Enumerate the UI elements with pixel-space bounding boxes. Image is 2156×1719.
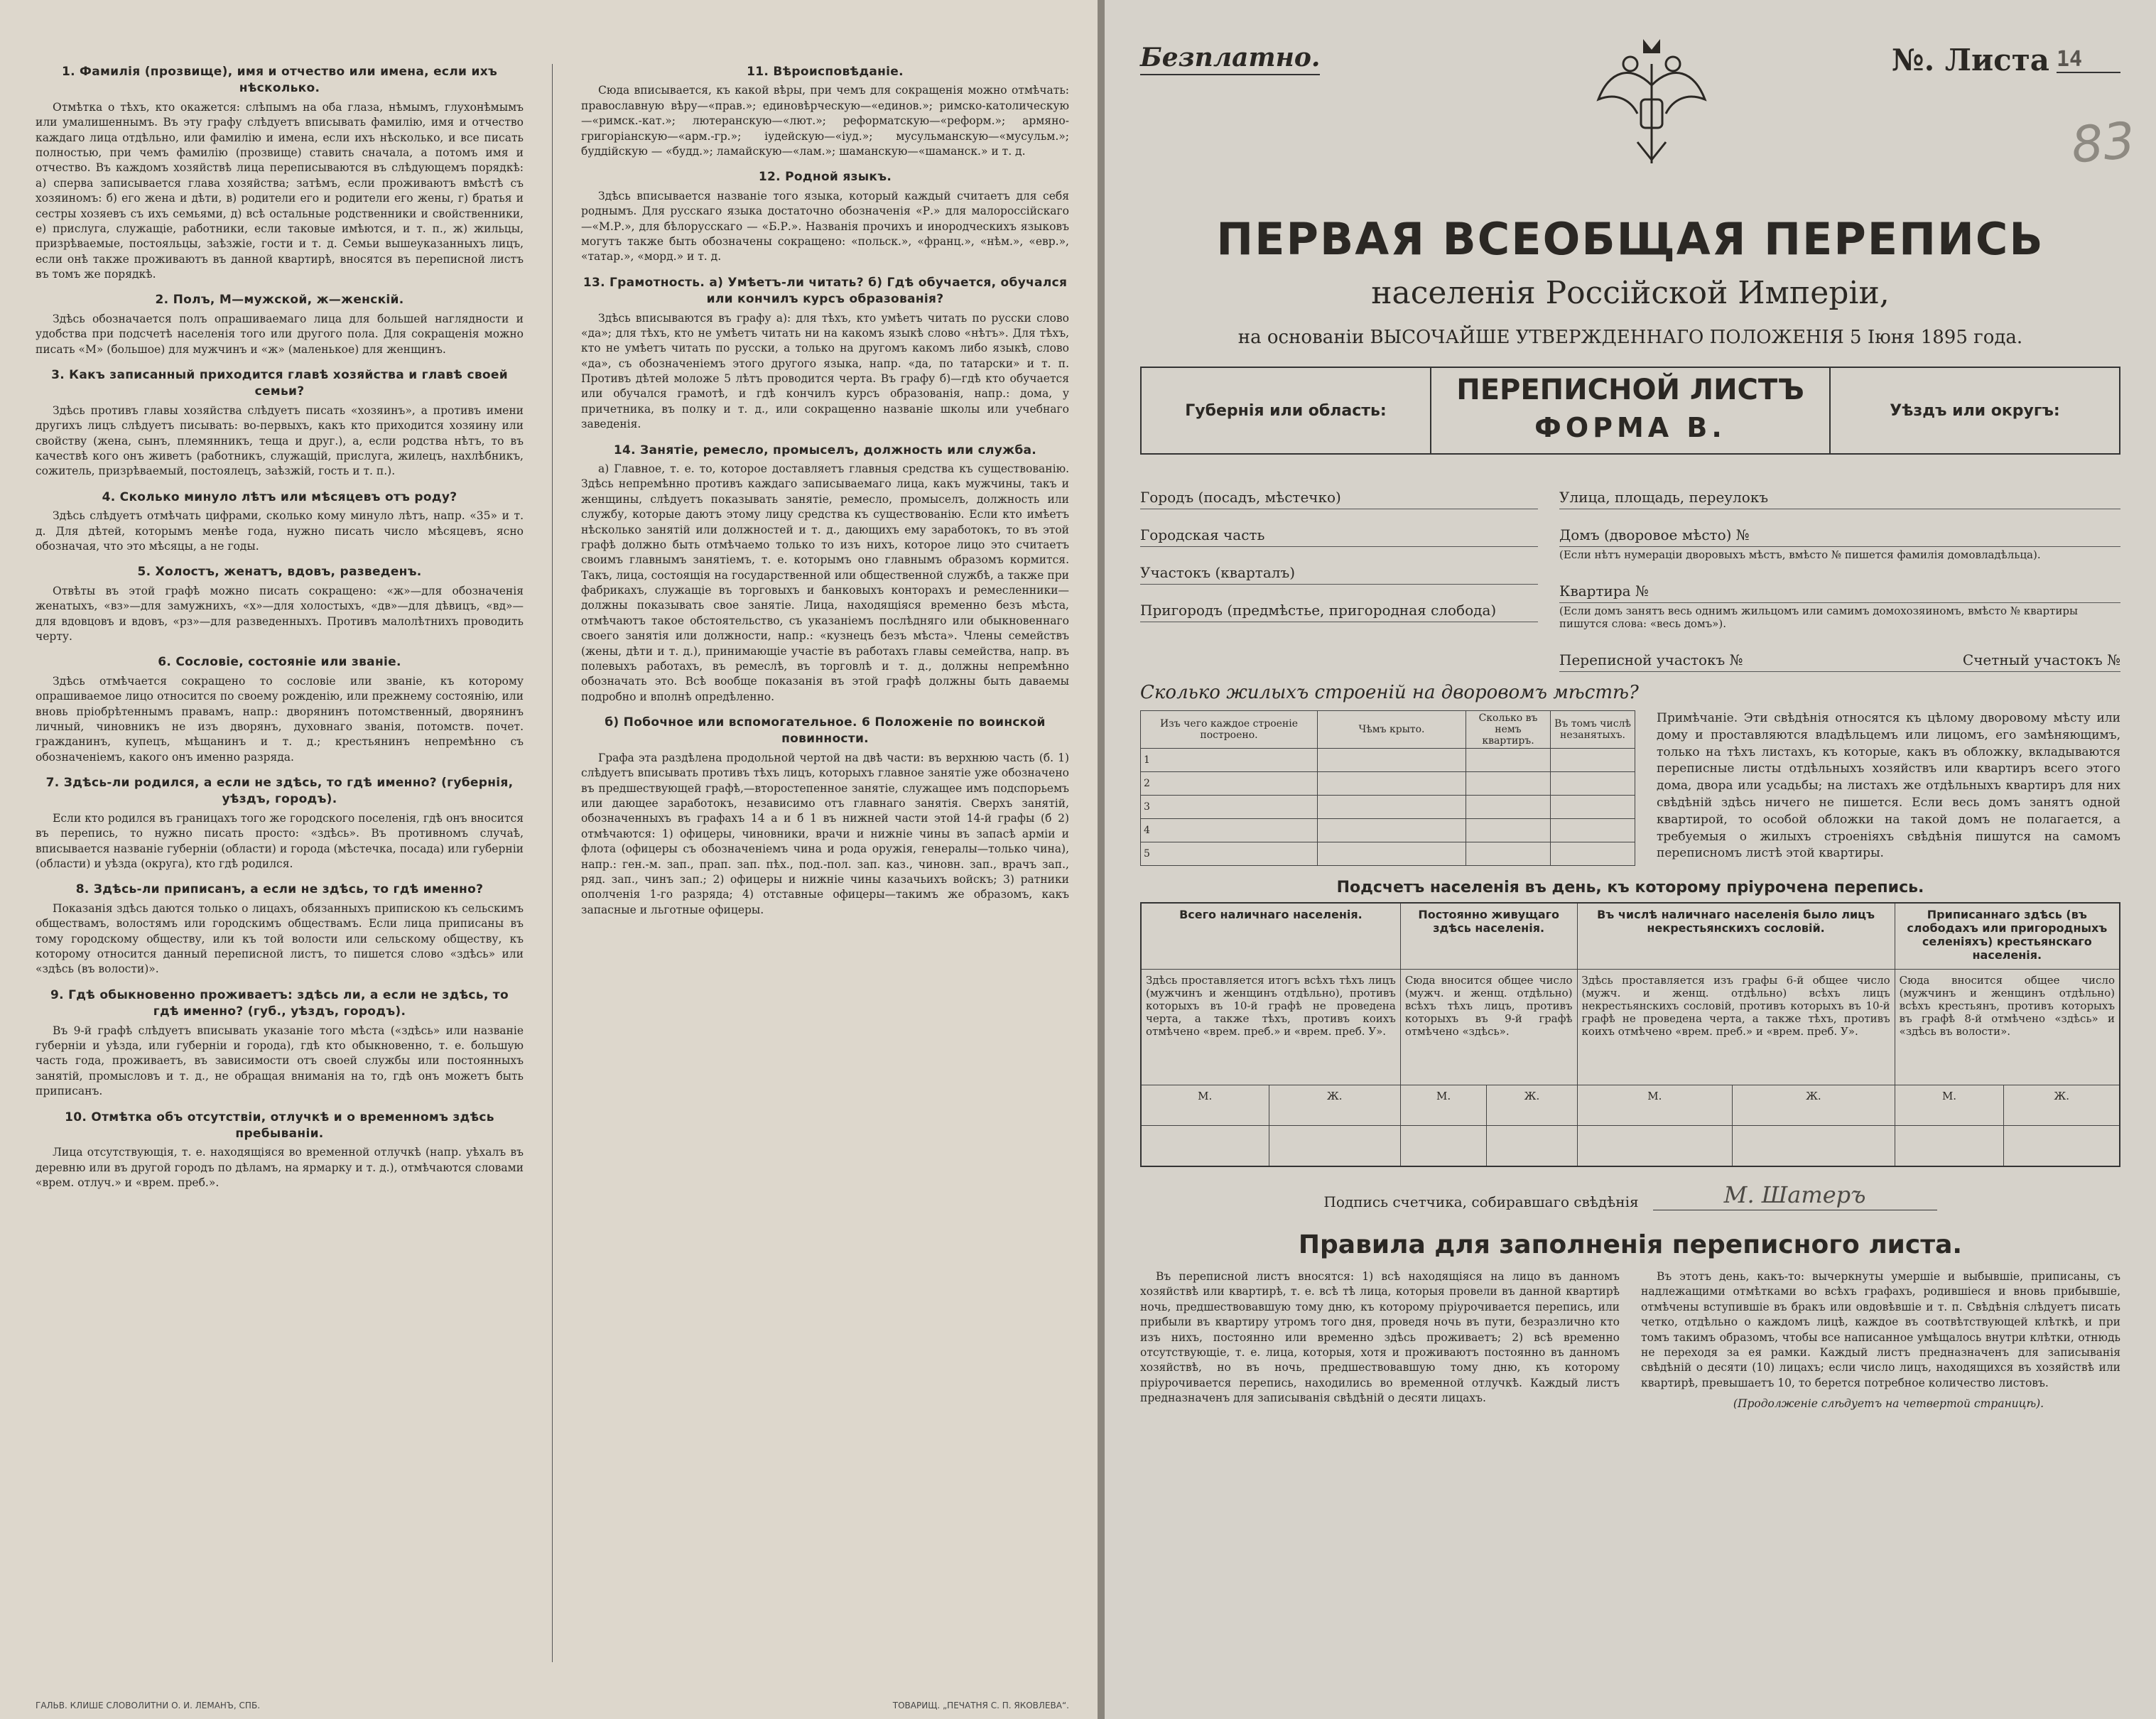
row-number: 2 xyxy=(1141,772,1318,796)
instruction-section xyxy=(36,564,524,644)
sheet-number-label: №. Листа xyxy=(1892,43,2049,77)
instruction-heading: б) Побочное или вспомогательное. 6 Положеніе по воинской повинности. xyxy=(605,715,1046,747)
census-title: ПЕРВАЯ ВСЕОБЩАЯ ПЕРЕПИСЬ xyxy=(1216,213,2044,265)
instruction-section xyxy=(36,654,524,765)
count-desc-total: Здѣсь проставляется итогъ всѣхъ тѣхъ лицъ (мужчинъ и женщинъ отдѣльно), противъ которыхъ въ 10-й графѣ не проведена черта, а также тѣхъ, противъ коихъ отмѣчено «врем. преб.» и «врем. преб. У». xyxy=(1141,970,1400,1085)
instruction-section xyxy=(581,715,1069,918)
instruction-text: Въ 9-й графѣ слѣдуетъ вписывать указаніе того мѣста («здѣсь» или названіе губерніи и уѣзда, или губерніи и города), гдѣ кто обыкновенно, т. е. большую часть года, проживаетъ, въ зависимости отъ своей службы или постоянныхъ занятій, промысловъ и т. д., не обращая вниманія на то, гдѣ онъ можетъ быть приписанъ. xyxy=(36,1024,524,1098)
struct-header-material: Изъ чего каждое строеніе построено. xyxy=(1141,711,1318,749)
instruction-text: Здѣсь обозначается полъ опрашиваемаго лица для большей наглядности и удобства при подсчетѣ населенія того или другого пола. Для сокращенія можно писать «М» (большое) для мужчинъ и «ж» (маленькое) для женщинъ. xyxy=(36,312,524,356)
instruction-section xyxy=(581,64,1069,159)
instruction-text: Здѣсь вписывается названіе того языка, который каждый считаетъ для себя роднымъ. Для русскаго языка достаточно обозначенія «Р.» для малороссійскаго—«М.Р.», для бѣлорусскаго — «Б.Р.». Названія прочихъ и инородческихъ языковъ могутъ также быть обозначены сокращено: «польск.», «франц.», «нѣм.», «евр.», «татар.», «морд.» и т. д. xyxy=(581,189,1069,264)
signature-section xyxy=(1140,1181,2120,1210)
apartment-row: Квартира № xyxy=(1559,565,2120,603)
instruction-text: Сюда вписывается, къ какой вѣры, при чемъ для сокращенія можно отмѣчать: православную вѣру—«прав.»; единовѣрческую—«единов.»; римско-католическую—«римск.-кат.»; лютеранскую—«лют.»; реформатскую—«реформ.»; армяно-григоріанскую—«арм.-гр.»; іудейскую—«іуд.»; мусульманскую—«мусульм.»; буддійскую — «будд.»; ламайскую—«лам.»; шаманскую—«шаманск.» и т. д. xyxy=(581,84,1069,158)
double-headed-eagle-icon xyxy=(1588,36,1716,170)
instruction-section xyxy=(36,292,524,357)
sheet-number-value: 14 xyxy=(2057,47,2120,73)
instruction-section xyxy=(36,367,524,479)
instruction-heading: 10. Отмѣтка объ отсутствіи, отлучкѣ и о временномъ здѣсь пребываніи. xyxy=(65,1110,494,1141)
column-divider xyxy=(552,64,553,1662)
city-part-row: Городская часть xyxy=(1140,509,1538,547)
structures-table xyxy=(1140,710,1635,866)
instruction-heading: 6. Сословіе, состояніе или званіе. xyxy=(158,655,401,670)
instruction-text: Здѣсь вписываются въ графу а): для тѣхъ, кто умѣетъ читать по русски слово «да»; для тѣхъ, кто не умѣетъ читать ни на какомъ языкѣ слово «нѣтъ». Для тѣхъ, кто не умѣетъ читать по русски, а только на другомъ какомъ либо языкѣ, слово «да», съ обозначеніемъ этого другого языка, напр. «да, по татарски» и т. п. Противъ дѣтей моложе 5 лѣтъ проводится черта. Въ графу б)—гдѣ кто обучается или обучался грамотѣ, и гдѣ кончилъ курсъ образованія, напр.: дома, у причетника, въ полку и т. д., или сокращенно названіе школы или учебнаго заведенія. xyxy=(581,311,1069,431)
house-note: (Если нѣтъ нумераціи дворовыхъ мѣстъ, вмѣсто № пишется фамилія домовладѣльца). xyxy=(1559,548,2041,561)
instruction-text: Здѣсь противъ главы хозяйства слѣдуетъ писать «хозяинъ», а противъ имени другихъ лицъ слѣдуетъ писывать: во-первыхъ, какъ кто приходится хозяину или свойству (жена, сынъ, племянникъ, теща и друг.), а, если родства нѣтъ, то въ качествѣ кого онъ живетъ (работникъ, служащій, прислуга, жилецъ, нахлѣбникъ, сожитель, призрѣваемый, постоялецъ, заѣзжій, гость и т. п.). xyxy=(36,403,524,478)
census-district-label: Переписной участокъ № xyxy=(1559,651,1743,668)
instruction-text: Графа эта раздѣлена продольной чертой на двѣ части: въ верхнюю часть (б. 1) слѣдуетъ вписывать противъ тѣхъ лицъ, которыхъ главное занятіе уже обозначено въ предшествующей графѣ,—второстепенное занятіе, служащее имъ подспорьемъ или дающее заработокъ, независимо отъ главнаго занятія. Сверхъ занятій, обозначенныхъ въ графахъ 14 а и б 1 въ нижней части этой 14-й графы (б 2) отмѣчаются: 1) офицеры, чиновники, врачи и нижніе чины въ запасѣ арміи и флота (офицеры съ обозначеніемъ чина и рода оружія, генералы—только чина), напр.: ген.-м. зап., прап. зап. пѣх., под.-пол. зап. каз., чиновн. зап., врачъ зап., ряд. зап., чинъ зап.; 2) офицеры и нижніе чины казачьихъ войскъ; 3) ратники ополченія 1-го разряда; 4) отставные офицеры—такимъ же образомъ, какъ запасные и льготные офицеры. xyxy=(581,751,1069,916)
instruction-text: Отвѣты въ этой графѣ можно писать сокращено: «ж»—для обозначенія женатыхъ, «вз»—для замужнихъ, «х»—для холостыхъ, «дв»—для дѣвицъ, «вд»—для вдовцовъ и вдовъ, «рз»—для разведенныхъ. Противъ малолѣтнихъ проводить черту. xyxy=(36,584,524,643)
right-page xyxy=(1105,0,2156,1719)
structures-title: Сколько жилыхъ строеній на дворовомъ мѣстѣ? xyxy=(1140,682,1639,703)
instruction-text: Показанія здѣсь даются только о лицахъ, обязанныхъ припискою къ сельскимъ обществамъ, волостямъ или городскимъ обществамъ. Если лица приписаны въ тому городскому обществу, или къ той волости или сельскому обществу, къ которому относится данный переписной листъ, то пишется слово «здѣсь» или «здѣсь (въ волости)». xyxy=(36,901,524,976)
instruction-heading: 8. Здѣсь-ли приписанъ, а если не здѣсь, то гдѣ именно? xyxy=(75,882,484,897)
apartment-note: (Если домъ занятъ весь однимъ жильцомъ или самимъ домохозяиномъ, вмѣсто № квартиры пишутся слова: «весь домъ»). xyxy=(1559,604,2078,630)
rules-text xyxy=(1140,1269,2120,1417)
count-desc-non-peasant: Здѣсь проставляется изъ графы 6-й общее число (мужч. и женщ. отдѣльно) всѣхъ лицъ некрестьянскихъ сословій, противъ которыхъ въ 10-й графѣ не проведена черта, а также тѣхъ, противъ коихъ отмѣчено «врем. преб.» и «врем. преб. У». xyxy=(1577,970,1895,1085)
male-label: М. xyxy=(1895,1085,2004,1126)
count-header-permanent: Постоянно живущаго здѣсь населенія. xyxy=(1400,903,1577,970)
row-number: 1 xyxy=(1141,749,1318,772)
form-header-box xyxy=(1140,367,2120,455)
struct-header-roof: Чѣмъ крыто. xyxy=(1318,711,1466,749)
table-row xyxy=(1141,842,1635,866)
count-desc-permanent: Сюда вносится общее число (мужч. и женщ. отдѣльно) всѣхъ тѣхъ лицъ, противъ которыхъ въ 9-й графѣ отмѣчено «здѣсь». xyxy=(1400,970,1577,1085)
sheet-title: ПЕРЕПИСНОЙ ЛИСТЪ xyxy=(1456,374,1804,406)
count-header-peasant: Приписаннаго здѣсь (въ слободахъ или пригородныхъ селеніяхъ) крестьянскаго населенія. xyxy=(1895,903,2120,970)
table-row xyxy=(1141,772,1635,796)
row-number: 3 xyxy=(1141,796,1318,819)
instruction-heading: 5. Холостъ, женатъ, вдовъ, разведенъ. xyxy=(137,565,422,580)
instruction-heading: 7. Здѣсь-ли родился, а если не здѣсь, то гдѣ именно? (губернія, уѣздъ, городъ). xyxy=(45,776,514,807)
male-label: М. xyxy=(1141,1085,1269,1126)
instruction-section xyxy=(581,169,1069,264)
instruction-heading: 12. Родной языкъ. xyxy=(758,170,892,185)
struct-header-vacant: Въ томъ числѣ незанятыхъ. xyxy=(1551,711,1635,749)
instructions-columns xyxy=(36,64,1069,1662)
female-label: Ж. xyxy=(2004,1085,2120,1126)
district-row xyxy=(1559,634,2120,672)
address-section xyxy=(1140,472,2120,672)
form-label: ФОРМА В. xyxy=(1534,412,1726,443)
count-district-label: Счетный участокъ № xyxy=(1962,651,2120,668)
table-row xyxy=(1141,1085,2120,1126)
instruction-section xyxy=(36,1110,524,1191)
rules-continuation: (Продолженіе слѣдуетъ на четвертой страницѣ). xyxy=(1733,1397,2044,1410)
instruction-heading: 2. Полъ, М—мужской, ж—женскій. xyxy=(155,293,404,308)
legal-basis: на основаніи ВЫСОЧАЙШЕ УТВЕРЖДЕННАГО ПОЛОЖЕНІЯ 5 Іюня 1895 года. xyxy=(1237,327,2023,348)
pencil-mark: 83 xyxy=(2069,111,2138,175)
count-title: Подсчетъ населенія въ день, къ которому пріурочена перепись. xyxy=(1336,879,1924,896)
printer-left: ГАЛЬВ. КЛИШЕ СЛОВОЛИТНИ О. И. ЛЕМАНЪ, СПБ. xyxy=(36,1701,261,1710)
street-row: Улица, площадь, переулокъ xyxy=(1559,472,2120,509)
row-number: 4 xyxy=(1141,819,1318,842)
province-label: Губернія или область: xyxy=(1185,401,1387,420)
rules-title: Правила для заполненія переписного листа. xyxy=(1298,1230,1963,1259)
instruction-section xyxy=(36,64,524,282)
instruction-heading: 1. Фамилія (прозвище), имя и отчество или имена, если ихъ нѣсколько. xyxy=(61,65,498,96)
structures-note: Примѣчаніе. Эти свѣдѣнія относятся къ цѣлому дворовому мѣсту или дому и проставляются владѣльцемъ или лицомъ, его замѣняющимъ, только на тѣхъ листахъ, къ которые, какъ въ обложку, вкладываются переписные листы отдѣльныхъ хозяйствъ или квартиръ всего этого дома, двора или усадьбы; на листахъ же отдѣльныхъ квартиръ для них свѣдѣній здѣсь ничего не пишется. Если весь домъ занятъ одной квартирой, то особой обложки на такой домъ не полагается, а требуемыя о жилыхъ строеніяхъ свѣдѣнія пишутся на самомъ переписномъ листѣ этой квартиры. xyxy=(1657,711,2120,861)
census-subtitle: населенія Россійской Имперіи, xyxy=(1371,275,1890,311)
enumerator-signature: М. Шатеръ xyxy=(1653,1181,1937,1210)
instruction-section xyxy=(581,275,1069,433)
table-row xyxy=(1141,1126,2120,1167)
female-label: Ж. xyxy=(1733,1085,1895,1126)
instructions-column-1 xyxy=(36,64,524,1662)
printer-right: ТОВАРИЩ. „ПЕЧАТНЯ С. П. ЯКОВЛЕВА“. xyxy=(892,1701,1069,1710)
instruction-heading: 3. Какъ записанный приходится главѣ хозяйства и главѣ своей семьи? xyxy=(51,367,508,399)
count-header-non-peasant: Въ числѣ наличнаго населенія было лицъ некрестьянскихъ сословій. xyxy=(1577,903,1895,970)
instruction-section xyxy=(581,443,1069,705)
instruction-text: Здѣсь отмѣчается сокращено то сословіе или званіе, къ которому опрашиваемое лицо относится по своему рожденію, или прежнему состоянію, или вновь пріобрѣтеннымъ правамъ, напр.: дворянинъ потомственный, дворянинъ личный, чиновникъ не изъ дворянъ, духовнаго званія, потомств. почет. гражданинъ, купецъ, мѣщанинъ и т. д.; крестьянинъ непремѣнно съ обозначеніемъ, какого онъ именно разряда. xyxy=(36,674,524,764)
sheet-title-box xyxy=(1430,368,1831,453)
free-label: Безплатно. xyxy=(1140,43,1320,75)
instruction-text: Лица отсутствующія, т. е. находящіяся во временной отлучкѣ (напр. уѣхалъ въ деревню или въ другой городъ по дѣламъ, на ярмарку и т. д.), отмѣчаются словами «врем. отлуч.» и «врем. преб.». xyxy=(36,1146,524,1190)
signature-label: Подпись счетчика, собиравшаго свѣдѣнія xyxy=(1323,1193,1639,1210)
row-number: 5 xyxy=(1141,842,1318,866)
sheet-number xyxy=(1892,43,2120,77)
instruction-section xyxy=(36,882,524,977)
instruction-text: а) Главное, т. е. то, которое доставляетъ главныя средства къ существованію. Здѣсь непремѣнно противъ каждаго записываемаго лица, какъ мужчины, такъ и женщины, слѣдуетъ показывать занятіе, ремесло, промыселъ, должность или службу, которые даютъ этому лицу средства къ существованію. Если кто имѣетъ нѣсколько занятій или должностей и т. д., дающихъ ему заработокъ, то въ этой графѣ должно быть отмѣчаемо только то изъ нихъ, которое лицо это считаетъ своимъ главнымъ занятіемъ, т. е. которымъ оно главнымъ образомъ кормится. Такъ, лица, состоящія на государственной или общественной службѣ, а также при фабрикахъ, служащіе въ торговыхъ и банковыхъ конторахъ и ремесленники—должны показывать свое занятіе. Лица, находящіяся временно безъ мѣста, отмѣчаютъ такое обстоятельство, съ указаніемъ послѣдняго или обыкновеннаго своего занятія или должности, напр.: «кузнецъ безъ мѣста». Члены семействъ (жены, дѣти и т. д.), принимающіе участіе въ работахъ главы семейства, напр. въ полевыхъ работахъ, въ ремеслѣ, въ торговлѣ и т. д., должны непремѣнно обозначать это. Всѣ вообще показанія въ этой графѣ должны быть даваемы подробно и вполнѣ опредѣленно. xyxy=(581,462,1069,703)
male-label: М. xyxy=(1577,1085,1733,1126)
instruction-heading: 14. Занятіе, ремесло, промыселъ, должность или служба. xyxy=(613,443,1037,457)
table-row xyxy=(1141,749,1635,772)
district-label: Уѣздъ или округъ: xyxy=(1890,401,2060,420)
instruction-heading: 11. Вѣроисповѣданіе. xyxy=(747,65,904,79)
instruction-text: Отмѣтка о тѣхъ, кто окажется: слѣпымъ на оба глаза, нѣмымъ, глухонѣмымъ или умалишеннымъ. Въ эту графу слѣдуетъ вписывать фамилію, имя и отчество каждаго лица отдѣльно, или фамилію и имена, если ихъ нѣсколько, и все писать полностью, при чемъ фамилію (прозвище) ставить сначала, а потомъ имя и отчество. Въ каждомъ хозяйствѣ лица переписываются въ слѣдующемъ порядкѣ: а) сперва записывается глава хозяйства; затѣмъ, если проживаютъ вмѣстѣ съ хозяиномъ: б) его жена и дѣти, в) родители его и родители его жены, г) братья и сестры хозяевъ съ ихъ семьями, д) всѣ остальные родственники и свойственники, е) прислуга, служащіе, работники, если таковые имѣются, и т. п., ж) жильцы, призрѣваемые, постояльцы, заѣзжіе, гости и т. д. Семьи вышеуказанныхъ лицъ, если онѣ также проживаютъ въ данной квартирѣ, вносятся въ переписной листъ въ томъ же порядкѣ. xyxy=(36,100,524,281)
instruction-heading: 13. Грамотность. а) Умѣетъ-ли читать? б) Гдѣ обучается, обучался или кончилъ курсъ образованія? xyxy=(583,275,1068,307)
female-label: Ж. xyxy=(1487,1085,1577,1126)
instruction-heading: 4. Сколько минуло лѣтъ или мѣсяцевъ отъ роду? xyxy=(102,489,457,504)
instruction-section xyxy=(36,489,524,555)
instruction-section xyxy=(36,775,524,872)
quarter-row: Участокъ (кварталъ) xyxy=(1140,547,1538,585)
female-label: Ж. xyxy=(1269,1085,1400,1126)
population-count-table xyxy=(1140,902,2120,1167)
instruction-heading: 9. Гдѣ обыкновенно проживаетъ: здѣсь ли, а если не здѣсь, то гдѣ именно? (губ., уѣздъ, городъ). xyxy=(50,987,509,1019)
house-row: Домъ (дворовое мѣсто) № xyxy=(1559,509,2120,547)
city-row: Городъ (посадъ, мѣстечко) xyxy=(1140,472,1538,509)
male-label: М. xyxy=(1400,1085,1487,1126)
count-header-total: Всего наличнаго населенія. xyxy=(1141,903,1400,970)
rules-paragraph: Въ переписной листъ вносятся: 1) всѣ находящіяся на лицо въ данномъ хозяйствѣ или квартирѣ, т. е. всѣ тѣ лица, которыя провели въ данной квартирѣ ночь, предшествовавшую тому дню, къ которому пріурочивается перепись, или прибыли въ квартиру утромъ того дня, проведя ночь въ пути, безразлично кто изъ нихъ, постоянно или временно здѣсь проживаетъ; 2) всѣ временно отсутствующіе, т. е. лица, которыя, хотя и проживаютъ постоянно въ данномъ хозяйствѣ, но въ ночь, предшествовавшую тому дню, къ которому пріурочивается перепись, находились во временной отлучкѣ. Каждый листъ предназначенъ для записыванія свѣдѣній о десяти лицахъ. xyxy=(1140,1270,1620,1404)
address-left xyxy=(1140,472,1559,672)
instructions-column-2 xyxy=(581,64,1069,1662)
struct-header-apartments: Сколько въ немъ квартиръ. xyxy=(1466,711,1551,749)
printer-footer xyxy=(36,1701,1069,1710)
address-right xyxy=(1559,472,2120,672)
instruction-section xyxy=(36,987,524,1100)
suburb-row: Пригородъ (предмѣстье, пригородная слобода) xyxy=(1140,585,1538,622)
rules-column-1 xyxy=(1140,1269,1620,1417)
rules-paragraph: Въ этотъ день, какъ-то: вычеркнуты умершіе и выбывшіе, приписаны, съ надлежащими отмѣтками во всѣхъ графахъ, родившіеся и вновь прибывшіе, отмѣчены вступившіе въ бракъ или овдовѣвшіе и т. п. Свѣдѣнія слѣдуетъ писать четко, отдѣльно о каждомъ лицѣ, каждое въ соотвѣтствующей клѣткѣ, и при томъ такимъ образомъ, чтобы все написанное умѣщалось внутри клѣтки, отнюдь не переходя за ея рамки. Каждый листъ предназначенъ для записыванія свѣдѣній о десяти (10) лицахъ; если число лицъ, находящихся въ хозяйствѣ или квартирѣ, превышаетъ 10, то берется потребное количество листовъ. xyxy=(1641,1270,2120,1389)
count-desc-peasant: Сюда вносится общее число (мужчинъ и женщинъ отдѣльно) всѣхъ крестьянъ, противъ которыхъ въ графѣ 8-й отмѣчено «здѣсь» и «здѣсь въ волости». xyxy=(1895,970,2120,1085)
rules-column-2 xyxy=(1641,1269,2120,1417)
table-row xyxy=(1141,819,1635,842)
instruction-text: Здѣсь слѣдуетъ отмѣчать цифрами, сколько кому минуло лѣтъ, напр. «35» и т. д. Для дѣтей, которымъ менѣе года, нужно писать число мѣсяцевъ, ясно обозначая, что это мѣсяцы, а не годы. xyxy=(36,509,524,553)
instruction-text: Если кто родился въ границахъ того же городского поселенія, гдѣ онъ вносится въ перепись, то нужно писать просто: «здѣсь». Въ противномъ случаѣ, вписывается названіе губерніи (области) и города (мѣстечка, посада) или губерніи (области) и уѣзда (округа), кто гдѣ родился. xyxy=(36,811,524,871)
book-gutter xyxy=(1098,0,1105,1719)
table-row xyxy=(1141,796,1635,819)
structures-section xyxy=(1140,710,2120,866)
